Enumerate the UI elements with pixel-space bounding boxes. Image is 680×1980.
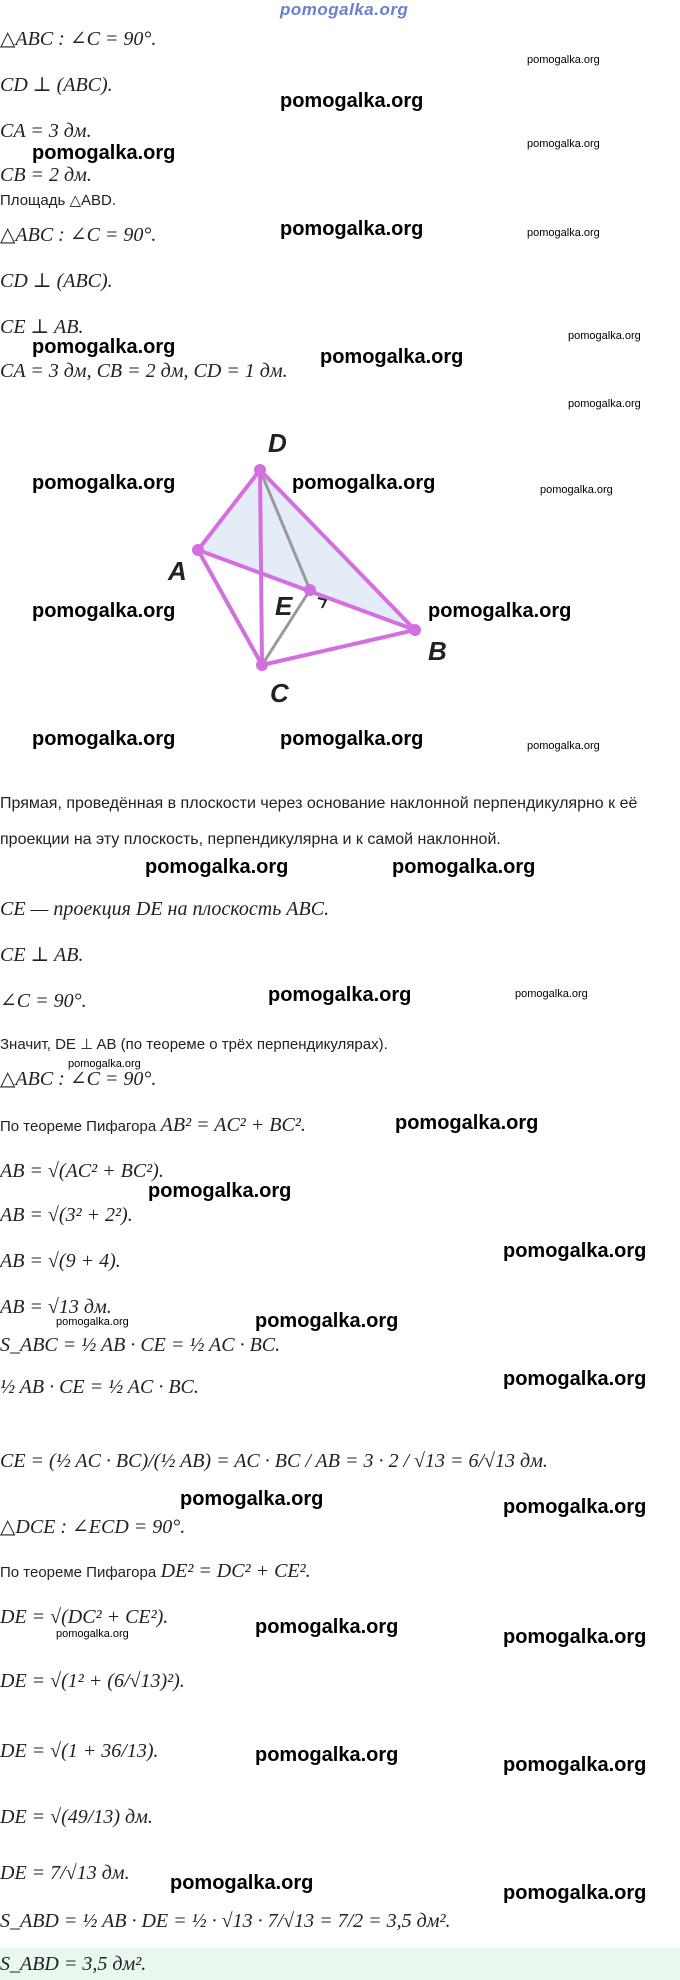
watermark[interactable]: pomogalka.org bbox=[292, 472, 436, 494]
step-pythagoras-ab bbox=[0, 1114, 306, 1138]
edge-cb bbox=[262, 630, 415, 665]
label-b: B bbox=[428, 636, 447, 666]
watermark[interactable]: pomogalka.org bbox=[503, 1882, 647, 1904]
watermark[interactable]: pomogalka.org bbox=[503, 1496, 647, 1518]
theorem-text: Прямая, проведённая в плоскости через основание наклонной перпендикулярно к её проекции на эту плоскость, перпендикулярна и к самой наклонной. bbox=[0, 795, 638, 848]
watermark[interactable]: pomogalka.org bbox=[527, 138, 600, 150]
label-d: D bbox=[268, 428, 287, 458]
label-c: C bbox=[270, 678, 289, 708]
watermark[interactable]: pomogalka.org bbox=[32, 600, 176, 622]
watermark[interactable]: pomogalka.org bbox=[515, 988, 588, 1000]
watermark[interactable]: pomogalka.org bbox=[145, 856, 289, 878]
step-area-abc: S_ABC = ½ AB · CE = ½ AC · BC. bbox=[0, 1334, 281, 1356]
step-pythagoras-de bbox=[0, 1560, 311, 1584]
solution-ce-perp: CE ⊥ AB. bbox=[0, 316, 84, 338]
step-three-perp: Значит, DE ⊥ AB (по теореме о трёх перпендикулярах). bbox=[0, 1036, 388, 1053]
solution-cd-perp: CD ⊥ (ABC). bbox=[0, 270, 113, 292]
watermark[interactable]: pomogalka.org bbox=[527, 54, 600, 66]
pythagoras-label: По теореме Пифагора bbox=[0, 1118, 157, 1135]
solution-triangle: △ABC : ∠C = 90°. bbox=[0, 224, 157, 246]
step-de-sum: DE = √(1 + 36/13). bbox=[0, 1740, 159, 1762]
watermark[interactable]: pomogalka.org bbox=[428, 600, 572, 622]
watermark[interactable]: pomogalka.org bbox=[395, 1112, 539, 1134]
watermark[interactable]: pomogalka.org bbox=[56, 1316, 129, 1328]
step-angle-c: ∠C = 90°. bbox=[0, 990, 87, 1012]
given-cb: CB = 2 дм. bbox=[0, 164, 92, 186]
given-perpendicular: CD ⊥ (ABC). bbox=[0, 74, 113, 96]
step-area-equal: ½ AB · CE = ½ AC · BC. bbox=[0, 1376, 199, 1398]
pythagoras-formula: AB² = AC² + BC². bbox=[160, 1114, 306, 1136]
site-header[interactable]: pomogalka.org bbox=[280, 0, 409, 19]
watermark[interactable]: pomogalka.org bbox=[392, 856, 536, 878]
watermark[interactable]: pomogalka.org bbox=[255, 1616, 399, 1638]
step-ab-sum: AB = √(9 + 4). bbox=[0, 1250, 121, 1272]
step-triangle-dce: △DCE : ∠ECD = 90°. bbox=[0, 1516, 186, 1538]
pythagoras-formula-2: DE² = DC² + CE². bbox=[160, 1560, 311, 1582]
watermark[interactable]: pomogalka.org bbox=[568, 398, 641, 410]
watermark[interactable]: pomogalka.org bbox=[180, 1488, 324, 1510]
watermark[interactable]: pomogalka.org bbox=[32, 336, 176, 358]
watermark[interactable]: pomogalka.org bbox=[68, 1058, 141, 1070]
step-de-sqrt: DE = √(DC² + CE²). bbox=[0, 1606, 169, 1628]
label-e: E bbox=[275, 591, 293, 621]
answer-box bbox=[0, 1948, 680, 1980]
watermark[interactable]: pomogalka.org bbox=[280, 218, 424, 240]
vertex-b bbox=[409, 624, 421, 636]
label-a: A bbox=[168, 556, 187, 586]
watermark[interactable]: pomogalka.org bbox=[32, 142, 176, 164]
answer-text: S_ABD = 3,5 дм². bbox=[0, 1953, 147, 1975]
pyramid-figure bbox=[0, 420, 680, 730]
watermark[interactable]: pomogalka.org bbox=[503, 1626, 647, 1648]
watermark[interactable]: pomogalka.org bbox=[32, 728, 176, 750]
given-find: Площадь △ABD. bbox=[0, 192, 117, 209]
watermark[interactable]: pomogalka.org bbox=[268, 984, 412, 1006]
watermark[interactable]: pomogalka.org bbox=[56, 1628, 129, 1640]
step-de-values: DE = √(1² + (6/√13)²). bbox=[0, 1670, 185, 1692]
watermark[interactable]: pomogalka.org bbox=[280, 90, 424, 112]
solution-lengths: CA = 3 дм, CB = 2 дм, CD = 1 дм. bbox=[0, 360, 288, 382]
vertex-c bbox=[256, 659, 268, 671]
watermark[interactable]: pomogalka.org bbox=[540, 484, 613, 496]
step-ab-values: AB = √(3² + 2²). bbox=[0, 1204, 133, 1226]
watermark[interactable]: pomogalka.org bbox=[170, 1872, 314, 1894]
pythagoras-label-2: По теореме Пифагора bbox=[0, 1564, 157, 1581]
step-projection: CE — проекция DE на плоскость ABC. bbox=[0, 898, 330, 920]
step-ab-sqrt: AB = √(AC² + BC²). bbox=[0, 1160, 164, 1182]
watermark[interactable]: pomogalka.org bbox=[568, 330, 641, 342]
vertex-a bbox=[192, 544, 204, 556]
step-de-result: DE = 7/√13 дм. bbox=[0, 1862, 130, 1884]
given-triangle: △ABC : ∠C = 90°. bbox=[0, 28, 157, 50]
step-ab-result: AB = √13 дм. bbox=[0, 1296, 112, 1318]
given-ca: CA = 3 дм. bbox=[0, 120, 92, 142]
watermark[interactable]: pomogalka.org bbox=[255, 1310, 399, 1332]
watermark[interactable]: pomogalka.org bbox=[527, 740, 600, 752]
vertex-e bbox=[304, 584, 316, 596]
watermark[interactable]: pomogalka.org bbox=[280, 728, 424, 750]
watermark[interactable]: pomogalka.org bbox=[527, 227, 600, 239]
watermark[interactable]: pomogalka.org bbox=[148, 1180, 292, 1202]
step-area-abd: S_ABD = ½ AB · DE = ½ · √13 · 7/√13 = 7/2 = 3,5 дм². bbox=[0, 1910, 451, 1932]
vertex-d bbox=[254, 464, 266, 476]
watermark[interactable]: pomogalka.org bbox=[503, 1240, 647, 1262]
watermark[interactable]: pomogalka.org bbox=[32, 472, 176, 494]
step-de-frac: DE = √(49/13) дм. bbox=[0, 1806, 153, 1828]
watermark[interactable]: pomogalka.org bbox=[320, 346, 464, 368]
edge-dc bbox=[260, 470, 262, 665]
step-triangle-abc: △ABC : ∠C = 90°. bbox=[0, 1068, 157, 1090]
right-angle-mark bbox=[318, 598, 326, 608]
watermark[interactable]: pomogalka.org bbox=[255, 1744, 399, 1766]
watermark[interactable]: pomogalka.org bbox=[503, 1368, 647, 1390]
step-ce-result: CE = (½ AC · BC)/(½ AB) = AC · BC / AB = 3 · 2 / √13 = 6/√13 дм. bbox=[0, 1450, 548, 1472]
step-ce-perp: CE ⊥ AB. bbox=[0, 944, 84, 966]
watermark[interactable]: pomogalka.org bbox=[503, 1754, 647, 1776]
